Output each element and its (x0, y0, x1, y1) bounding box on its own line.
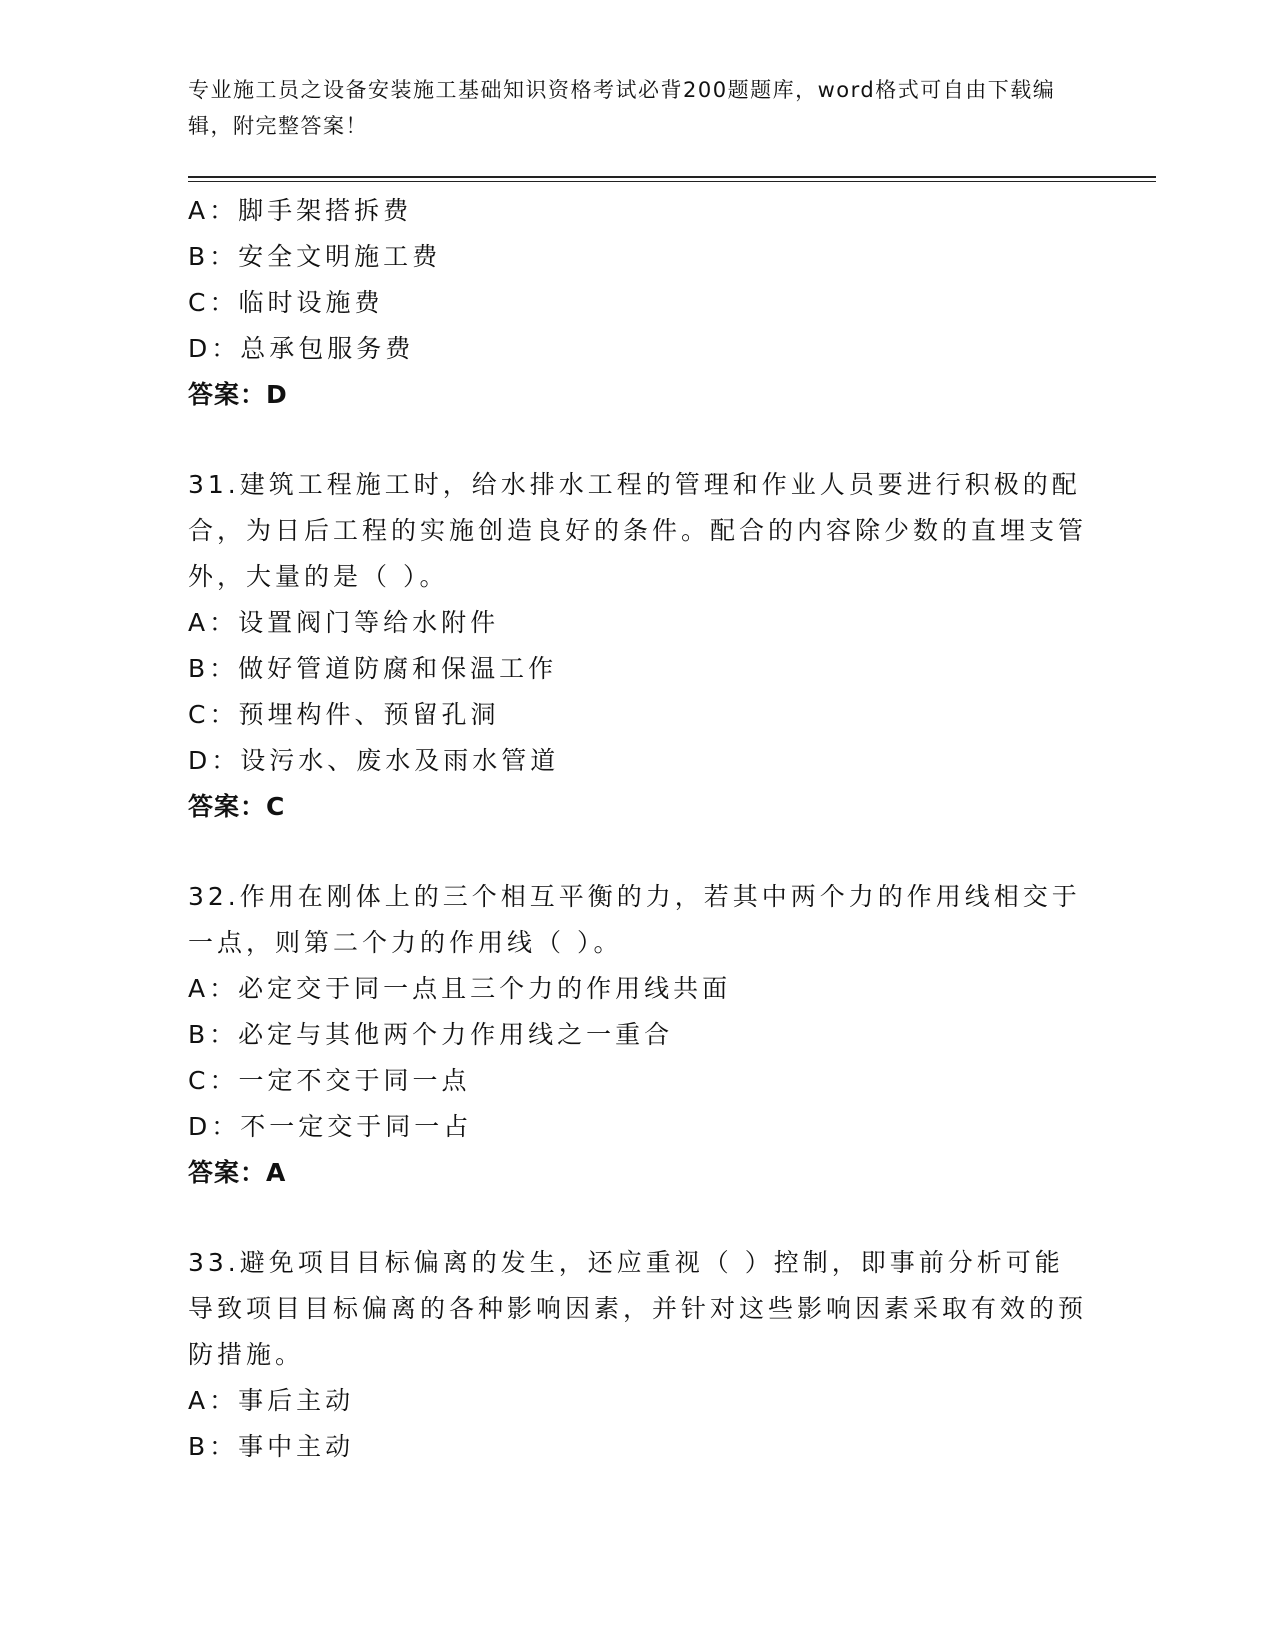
option-b: B：安全文明施工费 (188, 242, 442, 271)
question-text: 31.建筑工程施工时，给水排水工程的管理和作业人员要进行积极的配合，为日后工程的实施创造良好的条件。配合的内容除少数的直埋支管外，大量的是（ ）。 (188, 470, 1088, 591)
question-text: 33.避免项目目标偏离的发生，还应重视（ ）控制，即事前分析可能导致项目目标偏离的各种影响因素，并针对这些影响因素采取有效的预防措施。 (188, 1248, 1088, 1369)
option-a: A：设置阀门等给水附件 (188, 608, 500, 637)
option-a: A：脚手架搭拆费 (188, 196, 413, 225)
option-b: B：做好管道防腐和保温工作 (188, 654, 558, 683)
option-c: C：预埋构件、预留孔洞 (188, 700, 500, 729)
page-header: 专业施工员之设备安装施工基础知识资格考试必背200题题库，word格式可自由下载编辑，附完整答案！ (188, 78, 1056, 138)
option-a: A：事后主动 (188, 1386, 355, 1415)
document-body (188, 188, 1088, 1470)
option-a: A：必定交于同一点且三个力的作用线共面 (188, 974, 732, 1003)
answer: 答案：C (188, 792, 286, 821)
answer: 答案：D (188, 380, 288, 409)
option-b: B：事中主动 (188, 1432, 355, 1461)
header-divider (188, 176, 1156, 182)
option-d: D：设污水、废水及雨水管道 (188, 746, 560, 775)
option-c: C：一定不交于同一点 (188, 1066, 471, 1095)
question-32 (188, 874, 1088, 1196)
question-33 (188, 1240, 1088, 1470)
option-d: D：总承包服务费 (188, 334, 415, 363)
option-c: C：临时设施费 (188, 288, 384, 317)
answer: 答案：A (188, 1158, 287, 1187)
option-d: D：不一定交于同一占 (188, 1112, 473, 1141)
option-b: B：必定与其他两个力作用线之一重合 (188, 1020, 674, 1049)
question-31 (188, 462, 1088, 830)
question-text: 32.作用在刚体上的三个相互平衡的力，若其中两个力的作用线相交于一点，则第二个力的作用线（ ）。 (188, 882, 1081, 957)
question-30-tail (188, 188, 1088, 418)
